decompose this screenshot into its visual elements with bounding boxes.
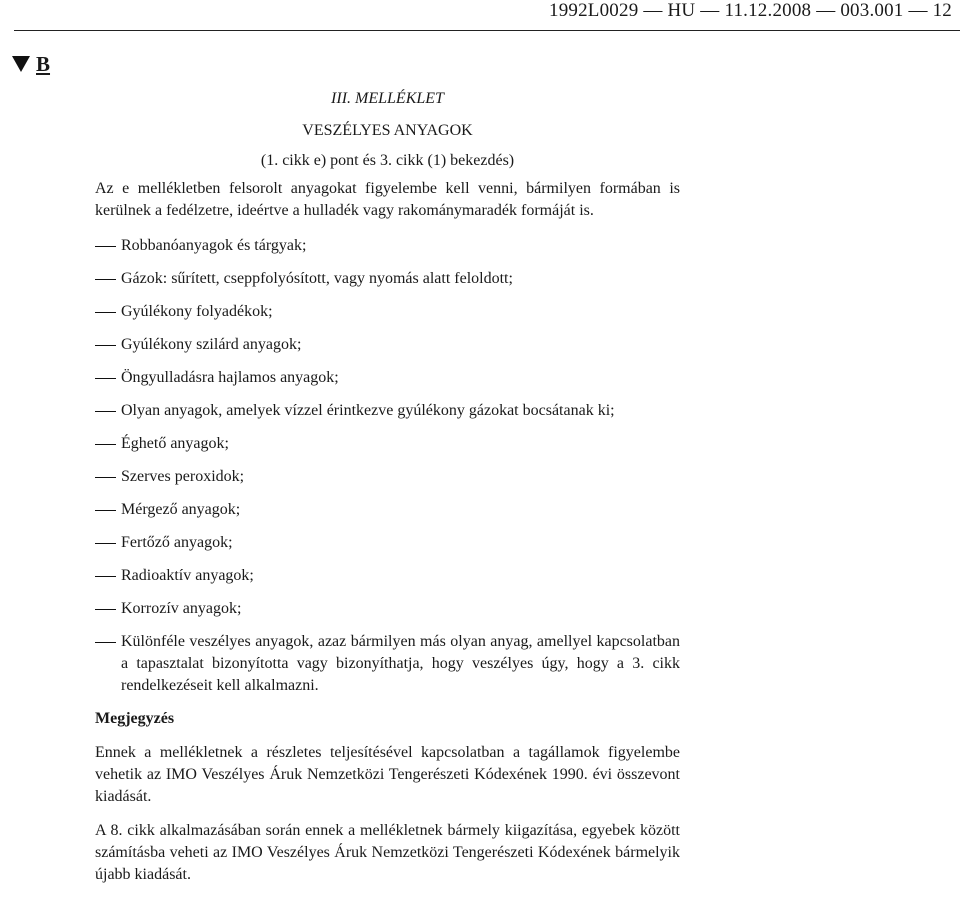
dash-icon <box>95 378 116 379</box>
note-paragraph: Ennek a mellékletnek a részletes teljesítésével kapcsolatban a tagállamok figyelembe vehetik az IMO Veszélyes Áruk Nemzetközi Tengerészeti Kódexének 1990. évi összevont kiadását. <box>95 744 680 805</box>
annex-subtitle: (1. cikk e) pont és 3. cikk (1) bekezdés) <box>260 152 515 169</box>
list-item-text: Radioaktív anyagok; <box>121 567 254 584</box>
dash-icon <box>95 477 116 478</box>
annex-intro: Az e mellékletben felsorolt anyagokat figyelembe kell venni, bármilyen formában is kerülnek a fedélzetre, ideértve a hulladék vagy rakománymaradék formáját is. <box>95 180 680 219</box>
list-item-text: Gyúlékony szilárd anyagok; <box>121 336 302 353</box>
list-item-text: Éghető anyagok; <box>121 435 229 452</box>
list-item-text: Mérgező anyagok; <box>121 501 241 518</box>
annex-title: VESZÉLYES ANYAGOK <box>302 122 473 139</box>
annex-label: III. MELLÉKLET <box>331 90 444 107</box>
dash-icon <box>95 279 116 280</box>
list-item <box>95 235 680 257</box>
amendment-marker-letter: B <box>36 52 51 76</box>
document-reference-header: 1992L0029 — HU — 11.12.2008 — 003.001 — 12 <box>549 0 952 21</box>
hazardous-substances-list <box>95 235 680 697</box>
dash-icon <box>95 642 116 643</box>
dash-icon <box>95 444 116 445</box>
dash-icon <box>95 609 116 610</box>
list-item <box>95 532 680 554</box>
list-item <box>95 565 680 587</box>
triangle-down-icon <box>12 56 30 72</box>
list-item-text: Különféle veszélyes anyagok, azaz bármilyen más olyan anyag, amellyel kapcsolatban a tapasztalat bizonyította vagy bizonyíthatja, hogy veszélyes úgy, hogy a 3. cikk rendelkezéseit kell alkalmazni. <box>121 633 680 694</box>
header-divider <box>14 30 960 31</box>
note-heading: Megjegyzés <box>95 710 175 727</box>
list-item-text: Szerves peroxidok; <box>121 468 245 485</box>
list-item <box>95 598 680 620</box>
dash-icon <box>95 345 116 346</box>
list-item <box>95 301 680 323</box>
list-item <box>95 499 680 521</box>
dash-icon <box>95 246 116 247</box>
dash-icon <box>95 543 116 544</box>
list-item-text: Korrozív anyagok; <box>121 600 242 617</box>
dash-icon <box>95 312 116 313</box>
dash-icon <box>95 510 116 511</box>
list-item-text: Gyúlékony folyadékok; <box>121 303 273 320</box>
dash-icon <box>95 576 116 577</box>
dash-icon <box>95 411 116 412</box>
list-item-text: Robbanóanyagok és tárgyak; <box>121 237 307 254</box>
list-item <box>95 631 680 697</box>
list-item-text: Olyan anyagok, amelyek vízzel érintkezve gyúlékony gázokat bocsátanak ki; <box>121 402 615 419</box>
list-item-text: Öngyulladásra hajlamos anyagok; <box>121 369 339 386</box>
list-item <box>95 466 680 488</box>
amendment-marker <box>12 52 50 77</box>
list-item <box>95 400 680 422</box>
note-paragraph: A 8. cikk alkalmazásában során ennek a mellékletnek bármely kiigazítása, egyebek között számításba veheti az IMO Veszélyes Áruk Nemzetközi Tengerészeti Kódexének bármelyik újabb kiadását. <box>95 822 680 883</box>
document-body <box>95 86 680 898</box>
list-item <box>95 367 680 389</box>
list-item-text: Fertőző anyagok; <box>121 534 233 551</box>
list-item-text: Gázok: sűrített, cseppfolyósított, vagy nyomás alatt feloldott; <box>121 270 513 287</box>
list-item <box>95 334 680 356</box>
list-item <box>95 433 680 455</box>
list-item <box>95 268 680 290</box>
